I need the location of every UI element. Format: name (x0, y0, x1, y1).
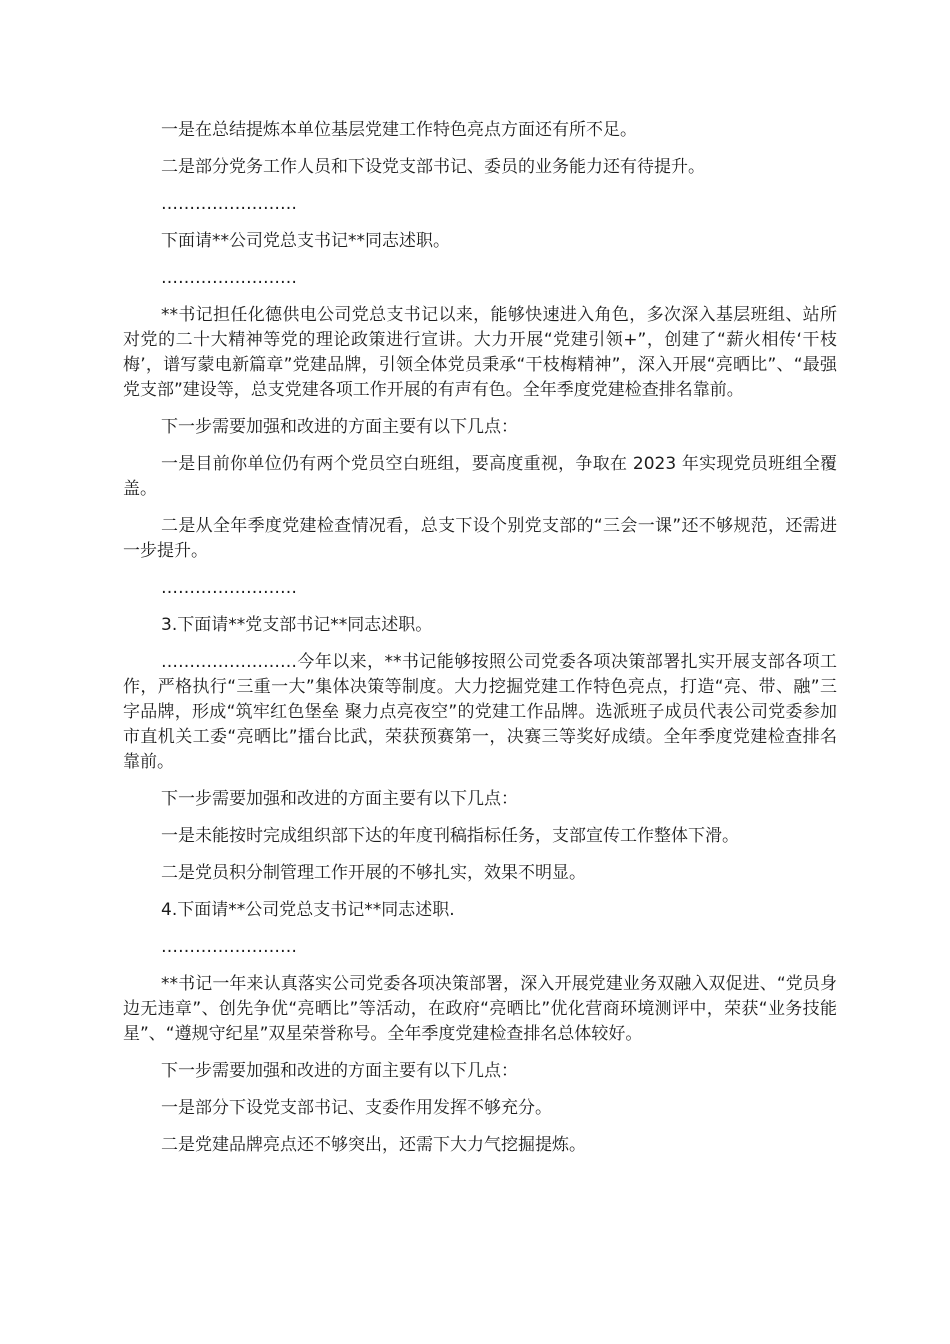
paragraph: 下一步需要加强和改进的方面主要有以下几点： (161, 417, 518, 437)
paragraph: 3.下面请**党支部书记**同志述职。 (161, 615, 433, 635)
paragraph: 二是部分党务工作人员和下设党支部书记、委员的业务能力还有待提升。 (161, 157, 705, 177)
paragraph: 一是未能按时完成组织部下达的年度刊稿指标任务，支部宣传工作整体下滑。 (161, 826, 739, 846)
paragraph: 下一步需要加强和改进的方面主要有以下几点： (161, 1061, 518, 1081)
paragraph: 二是党建品牌亮点还不够突出，还需下大力气挖掘提炼。 (161, 1135, 586, 1155)
paragraph: **书记一年来认真落实公司党委各项决策部署，深入开展党建业务双融入双促进、“党员身边无违章”、创先争优“亮晒比”等活动，在政府“亮晒比”优化营商环境测评中，荣获“业务技能星”、“遵规守纪星”双星荣誉称号。全年季度党建检查排名总体较好。 (123, 974, 837, 1044)
paragraph: 4.下面请**公司党总支书记**同志述职. (161, 900, 455, 920)
paragraph: 二是党员积分制管理工作开展的不够扎实，效果不明显。 (161, 863, 586, 883)
ellipsis-line: …………………… (161, 194, 297, 214)
paragraph: 一是部分下设党支部书记、支委作用发挥不够充分。 (161, 1098, 552, 1118)
paragraph: 一是在总结提炼本单位基层党建工作特色亮点方面还有所不足。 (161, 120, 637, 140)
ellipsis-line: …………………… (161, 578, 297, 598)
paragraph: ……………………今年以来，**书记能够按照公司党委各项决策部署扎实开展支部各项工作，严格执行“三重一大”集体决策等制度。大力挖掘党建工作特色亮点，打造“亮、带、融”三字品牌，形成“筑牢红色堡垒 聚力点亮夜空”的党建工作品牌。选派班子成员代表公司党委参加市直机关工委“亮晒比”擂台比武，荣获预赛第一，决赛三等奖好成绩。全年季度党建检查排名靠前。 (123, 652, 837, 772)
document-body (123, 118, 837, 1170)
ellipsis-line: …………………… (161, 268, 297, 288)
paragraph: **书记担任化德供电公司党总支书记以来，能够快速进入角色，多次深入基层班组、站所对党的二十大精神等党的理论政策进行宣讲。大力开展“党建引领+”，创建了“薪火相传‘干枝梅’，谱写蒙电新篇章”党建品牌，引领全体党员秉承“干枝梅精神”，深入开展“亮晒比”、“最强党支部”建设等，总支党建各项工作开展的有声有色。全年季度党建检查排名靠前。 (123, 305, 837, 400)
paragraph: 下面请**公司党总支书记**同志述职。 (161, 231, 450, 251)
ellipsis-line: …………………… (161, 937, 297, 957)
paragraph: 二是从全年季度党建检查情况看，总支下设个别党支部的“三会一课”还不够规范，还需进一步提升。 (123, 516, 837, 561)
paragraph: 下一步需要加强和改进的方面主要有以下几点： (161, 789, 518, 809)
paragraph: 一是目前你单位仍有两个党员空白班组，要高度重视，争取在 2023 年实现党员班组全覆盖。 (123, 454, 837, 499)
